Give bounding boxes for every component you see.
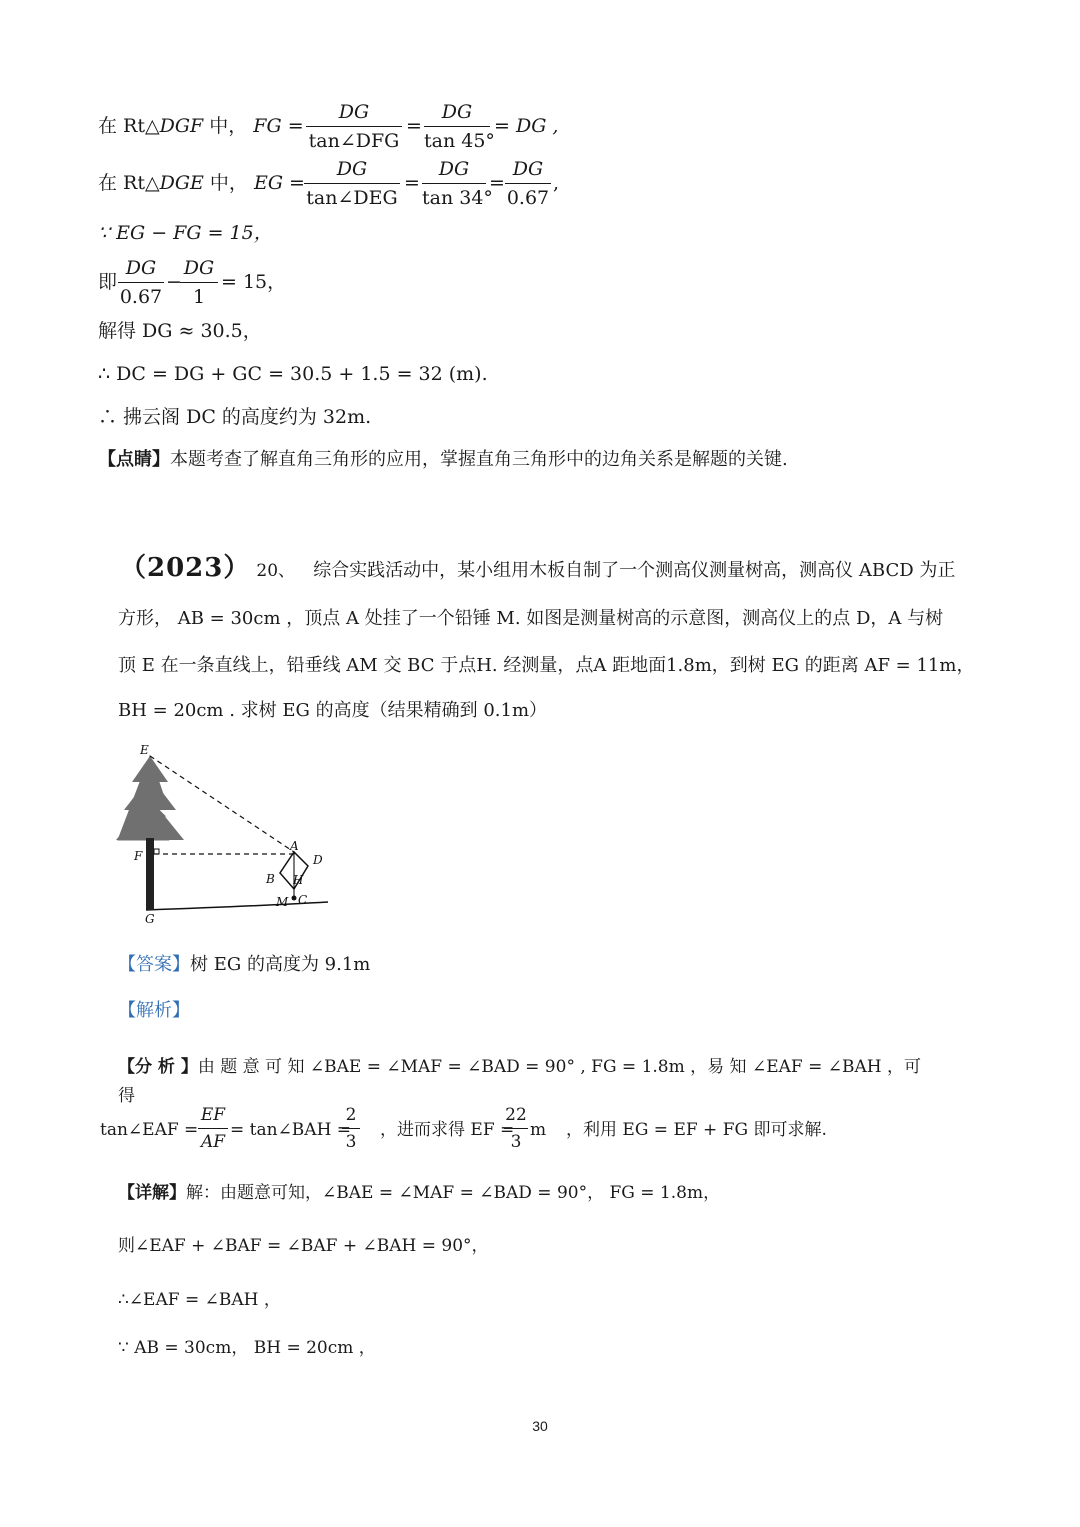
text: − (166, 271, 182, 293)
denominator: tan∠DEG (306, 187, 398, 209)
solution-line-3: ∵ EG − FG = 15， (98, 222, 273, 244)
text: 在 Rt△ (98, 172, 160, 194)
text: ，进而求得 EF = (380, 1120, 515, 1140)
xiangjie-line-1 (118, 1185, 720, 1202)
text: ，利用 EG = EF + FG 即可求解. (566, 1120, 827, 1140)
text: FG = (253, 115, 304, 137)
fenxi-line-3-pre (100, 1122, 198, 1139)
tree-measurement-figure (108, 738, 338, 928)
answer-line (118, 956, 370, 974)
fraction (198, 1107, 228, 1151)
denominator: tan 45° (424, 130, 495, 152)
fraction (424, 101, 495, 152)
text: tan∠EAF = (100, 1120, 199, 1140)
text: 本题考查了解直角三角形的应用，掌握直角三角形中的边角关系是解题的关键. (170, 449, 788, 470)
text: DGF (159, 115, 204, 137)
answer-tag: 【答案】 (118, 954, 190, 975)
label-e: E (140, 743, 149, 757)
fraction (342, 1107, 360, 1151)
analysis-tag: 【解析】 (118, 1000, 190, 1021)
question-year: （2023） (120, 553, 251, 583)
question-number: 20、 (256, 561, 296, 581)
label-a: A (290, 839, 299, 853)
numerator: DG (125, 257, 157, 279)
text: m (530, 1120, 547, 1140)
text: 在 Rt△ (98, 115, 160, 137)
solution-line-5: 解得 DG ≈ 30.5， (98, 320, 262, 342)
label-h: H (293, 873, 304, 887)
question-line-2: 方形， AB = 30cm ，顶点 A 处挂了一个铅锤 M. 如图是测量树高的示意图，测高仪上的点 D，A 与树 (118, 608, 944, 629)
fraction (422, 158, 493, 209)
xiangjie-line-4: ∵ AB = 30cm， BH = 20cm ， (118, 1338, 376, 1358)
fraction (180, 259, 218, 307)
denominator: 3 (345, 1132, 357, 1152)
numerator: EF (200, 1105, 226, 1125)
fenxi-line-1 (118, 1059, 921, 1076)
xiangjie-tag: 【详解】 (118, 1183, 186, 1203)
numerator: 2 (345, 1105, 357, 1125)
text: 中， (203, 115, 248, 137)
denominator: 1 (192, 286, 206, 308)
numerator: DG (441, 101, 473, 123)
text: = (489, 172, 505, 194)
text: , (553, 172, 560, 194)
tree-trunk (146, 838, 154, 910)
numerator: DG (438, 158, 470, 180)
text: = 15， (221, 271, 287, 293)
denominator: tan∠DFG (308, 130, 400, 152)
fraction (304, 160, 400, 208)
numerator: DG (336, 158, 368, 180)
denominator: 0.67 (119, 286, 163, 308)
solution-line-2 (98, 174, 305, 193)
xiangjie-line-3: ∴∠EAF = ∠BAH ， (118, 1290, 281, 1310)
solution-line-4-prefix: 即 (98, 271, 118, 293)
denominator: 3 (510, 1132, 522, 1152)
question-line-3: 顶 E 在一条直线上，铅垂线 AM 交 BC 于点H. 经测量，点A 距地面1.8m，到树 EG 的距离 AF = 11m， (118, 655, 975, 676)
label-d: D (313, 853, 323, 867)
numerator: 22 (505, 1105, 527, 1125)
fenxi-tag: 【分 析 】 (118, 1057, 198, 1077)
fraction (504, 1107, 528, 1151)
numerator: DG (338, 101, 370, 123)
text: = (404, 172, 420, 194)
dianjing-line (98, 451, 788, 469)
text: 由 题 意 可 知 ∠BAE = ∠MAF = ∠BAD = 90° , FG = 1.8m ，易 知 ∠EAF = ∠BAH ，可 (197, 1057, 921, 1077)
xiangjie-line-2: 则∠EAF + ∠BAF = ∠BAF + ∠BAH = 90°， (118, 1236, 489, 1256)
question-line-4: BH = 20cm . 求树 EG 的高度（结果精确到 0.1m） (118, 700, 548, 721)
page-number: 30 (532, 1418, 548, 1434)
text: DGE (159, 172, 204, 194)
text: EG = (253, 172, 305, 194)
numerator: DG (512, 158, 544, 180)
solution-line-7: ∴ 拂云阁 DC 的高度约为 32m. (98, 406, 372, 428)
label-f: F (134, 849, 143, 863)
text: = tan∠BAH = (230, 1120, 352, 1140)
text: 解：由题意可知，∠BAE = ∠MAF = ∠BAD = 90°， FG = 1.8m， (186, 1183, 721, 1203)
solution-line-6: ∴ DC = DG + GC = 30.5 + 1.5 = 32 (m). (98, 363, 488, 385)
text: = DG , (494, 115, 559, 137)
dianjing-tag: 【点睛】 (98, 449, 170, 470)
fraction (306, 103, 402, 151)
numerator: DG (183, 257, 215, 279)
denominator: tan 34° (422, 187, 493, 209)
denominator: 0.67 (506, 187, 550, 209)
answer-text: 树 EG 的高度为 9.1m (190, 954, 371, 975)
label-g: G (145, 912, 155, 926)
question-line-1 (120, 555, 955, 581)
fraction (118, 259, 164, 307)
label-m: M (276, 895, 289, 909)
text: 中， (203, 172, 248, 194)
solution-line-1 (98, 117, 304, 136)
label-b: B (266, 872, 275, 886)
label-c: C (298, 893, 308, 907)
text: 综合实践活动中，某小组用木板自制了一个测高仪测量树高，测高仪 ABCD 为正 (313, 560, 956, 581)
denominator: AF (200, 1132, 226, 1152)
text: = (406, 115, 422, 137)
fraction (505, 160, 551, 208)
fenxi-line-2: 得 (118, 1086, 135, 1106)
